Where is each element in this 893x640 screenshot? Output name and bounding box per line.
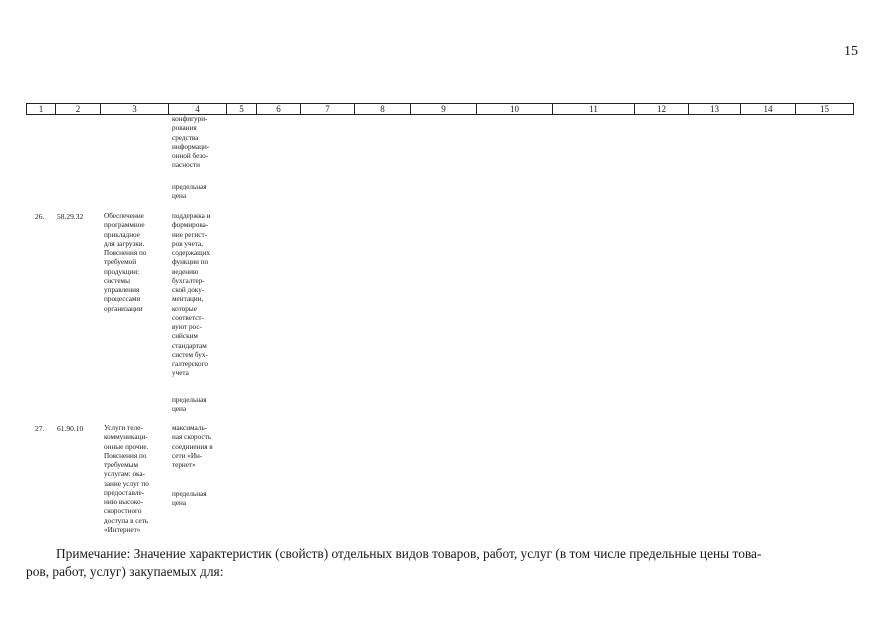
column-header-9: 9 xyxy=(411,104,477,114)
column-header-3: 3 xyxy=(101,104,169,114)
column-header-12: 12 xyxy=(635,104,689,114)
column-header-1: 1 xyxy=(27,104,56,114)
footnote xyxy=(26,545,854,581)
row-27-code: 61.90.10 xyxy=(57,424,84,433)
column-header-14: 14 xyxy=(741,104,796,114)
column-header-15: 15 xyxy=(820,104,829,114)
continued-characteristic: конфигури- рования средства информаци- онной безо- пасности xyxy=(172,115,210,170)
page-number: 15 xyxy=(844,44,858,59)
table-header-row xyxy=(26,103,854,115)
row-26-description: Обеспечение программное прикладное для загрузки. Пояснения по требуемой продукции: системы управления процессами организации xyxy=(104,212,147,313)
column-header-8: 8 xyxy=(355,104,411,114)
column-header-11: 11 xyxy=(553,104,635,114)
row-26-characteristic: поддержка и формирова- ние регист- ров учета, содержащих функции по ведению бухгалтер- ской доку- ментации, которые соответст- вуют рос- сийским стандартам систем бух- галтерского учета xyxy=(172,212,211,378)
row-26-unit-label: предельная цена xyxy=(172,396,207,414)
column-header-10: 10 xyxy=(477,104,553,114)
column-header-7: 7 xyxy=(301,104,355,114)
continued-unit-label: предельная цена xyxy=(172,183,207,201)
row-27-description: Услуги теле- коммуникаци- онные прочие. Пояснения по требуемым услугам: ока- зание услуг по предоставле- нию высоко- скоростного доступа в сеть «Интернет» xyxy=(104,424,149,534)
row-26-code: 58.29.32 xyxy=(57,212,84,221)
column-header-5: 5 xyxy=(227,104,257,114)
column-header-6: 6 xyxy=(257,104,301,114)
footnote-line-1: Примечание: Значение характеристик (свойств) отдельных видов товаров, работ, услуг (в том числе предельные цены това- xyxy=(56,546,762,561)
column-header-13: 13 xyxy=(689,104,741,114)
footnote-line-2: ров, работ, услуг) закупаемых для: xyxy=(26,564,224,579)
row-26-number: 26. xyxy=(35,212,45,221)
row-27-characteristic: максималь- ная скорость соединения в сети «Ин- тернет» xyxy=(172,424,213,469)
row-27-unit-label: предельная цена xyxy=(172,490,207,508)
row-27-number: 27. xyxy=(35,424,45,433)
column-header-4: 4 xyxy=(169,104,227,114)
column-header-2: 2 xyxy=(56,104,101,114)
